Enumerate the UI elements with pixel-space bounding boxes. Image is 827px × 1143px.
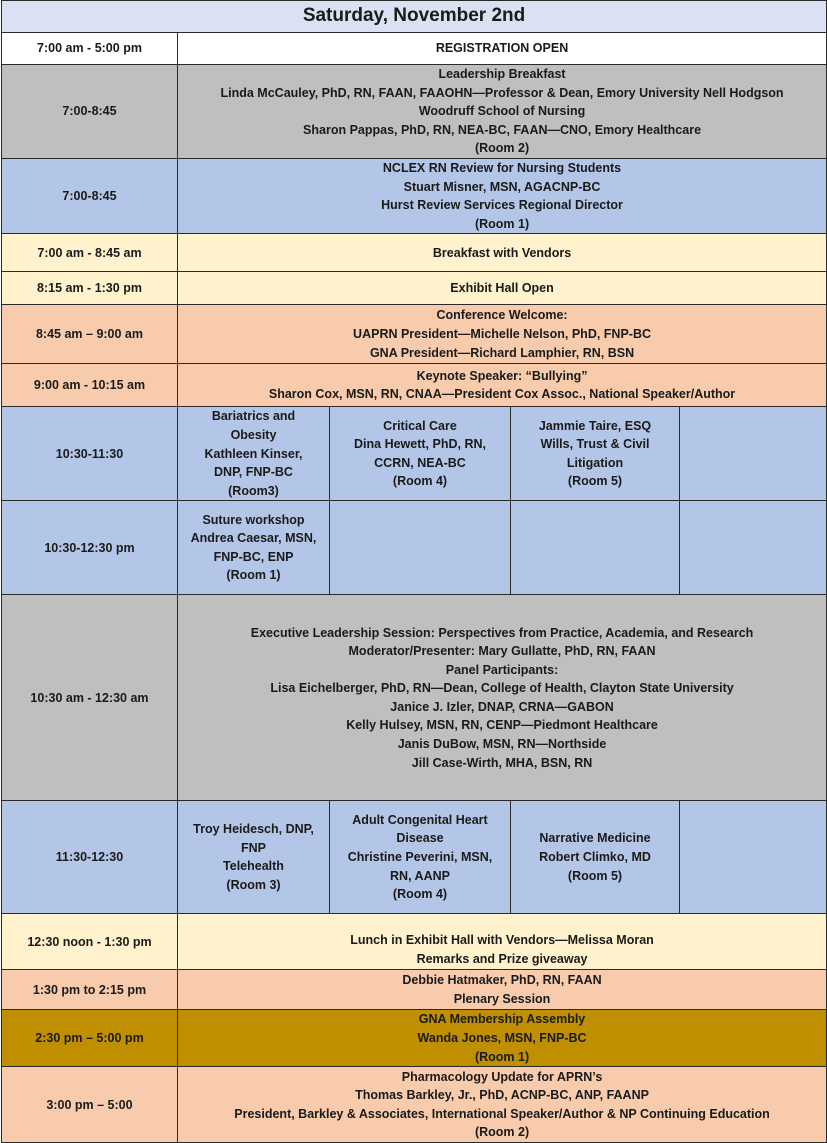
time-cell: 8:15 am - 1:30 pm	[2, 272, 178, 305]
session-cell: NCLEX RN Review for Nursing Students Stuart Misner, MSN, AGACNP-BC Hurst Review Services Regional Director (Room 1)	[178, 159, 827, 234]
schedule-row	[2, 501, 827, 595]
breakout-cell: Bariatrics and Obesity Kathleen Kinser, DNP, FNP-BC (Room3)	[178, 407, 330, 501]
session-cell: Leadership Breakfast Linda McCauley, PhD, RN, FAAN, FAAOHN—Professor & Dean, Emory University Nell Hodgson Woodruff School of Nursing Sharon Pappas, PhD, RN, NEA-BC, FAAN—CNO, Emory Healthcare (Room 2)	[178, 65, 827, 159]
breakout-cell: Critical Care Dina Hewett, PhD, RN, CCRN, NEA-BC (Room 4)	[330, 407, 511, 501]
schedule-row	[2, 1067, 827, 1143]
empty-cell	[680, 801, 827, 914]
time-cell: 7:00-8:45	[2, 65, 178, 159]
session-cell: Debbie Hatmaker, PhD, RN, FAAN Plenary Session	[178, 970, 827, 1010]
schedule-table	[1, 0, 827, 1143]
session-cell: REGISTRATION OPEN	[178, 33, 827, 65]
schedule-row	[2, 595, 827, 801]
time-cell: 2:30 pm – 5:00 pm	[2, 1010, 178, 1067]
breakout-cell: Jammie Taire, ESQ Wills, Trust & Civil Litigation (Room 5)	[511, 407, 680, 501]
time-cell: 7:00-8:45	[2, 159, 178, 234]
schedule-row	[2, 33, 827, 65]
schedule-row	[2, 65, 827, 159]
breakout-cell: Adult Congenital Heart Disease Christine Peverini, MSN, RN, AANP (Room 4)	[330, 801, 511, 914]
time-cell: 7:00 am - 5:00 pm	[2, 33, 178, 65]
empty-cell	[330, 501, 511, 595]
session-cell: Executive Leadership Session: Perspectives from Practice, Academia, and Research Moderator/Presenter: Mary Gullatte, PhD, RN, FAAN Panel Participants: Lisa Eichelberger, PhD, RN—Dean, College of Health, Clayton State University Janice J. Izler, DNAP, CRNA—GABON Kelly Hulsey, MSN, RN, CENP—Piedmont Healthcare Janis DuBow, MSN, RN—Northside Jill Case-Wirth, MHA, BSN, RN	[178, 595, 827, 801]
schedule-row	[2, 234, 827, 272]
time-cell: 11:30-12:30	[2, 801, 178, 914]
schedule-row	[2, 305, 827, 364]
schedule-row	[2, 407, 827, 501]
schedule-row	[2, 159, 827, 234]
time-cell: 8:45 am – 9:00 am	[2, 305, 178, 364]
schedule-row	[2, 272, 827, 305]
time-cell: 3:00 pm – 5:00	[2, 1067, 178, 1143]
empty-cell	[680, 501, 827, 595]
time-cell: 10:30-12:30 pm	[2, 501, 178, 595]
schedule-row	[2, 970, 827, 1010]
session-cell: GNA Membership Assembly Wanda Jones, MSN, FNP-BC (Room 1)	[178, 1010, 827, 1067]
empty-cell	[680, 407, 827, 501]
page-title: Saturday, November 2nd	[2, 1, 827, 33]
time-cell: 12:30 noon - 1:30 pm	[2, 914, 178, 970]
breakout-cell: Troy Heidesch, DNP, FNP Telehealth (Room 3)	[178, 801, 330, 914]
session-cell: Pharmacology Update for APRN’s Thomas Barkley, Jr., PhD, ACNP-BC, ANP, FAANP President, Barkley & Associates, International Speaker/Author & NP Continuing Education (Room 2)	[178, 1067, 827, 1143]
session-cell: Conference Welcome: UAPRN President—Michelle Nelson, PhD, FNP-BC GNA President—Richard Lamphier, RN, BSN	[178, 305, 827, 364]
session-cell: Breakfast with Vendors	[178, 234, 827, 272]
schedule-row	[2, 914, 827, 970]
schedule-row	[2, 364, 827, 407]
time-cell: 1:30 pm to 2:15 pm	[2, 970, 178, 1010]
time-cell: 9:00 am - 10:15 am	[2, 364, 178, 407]
session-cell: Keynote Speaker: “Bullying” Sharon Cox, MSN, RN, CNAA—President Cox Assoc., National Speaker/Author	[178, 364, 827, 407]
breakout-cell: Narrative Medicine Robert Climko, MD (Room 5)	[511, 801, 680, 914]
time-cell: 10:30 am - 12:30 am	[2, 595, 178, 801]
schedule-row	[2, 801, 827, 914]
session-cell: Lunch in Exhibit Hall with Vendors—Melissa Moran Remarks and Prize giveaway	[178, 914, 827, 970]
breakout-cell: Suture workshop Andrea Caesar, MSN, FNP-BC, ENP (Room 1)	[178, 501, 330, 595]
time-cell: 10:30-11:30	[2, 407, 178, 501]
session-cell: Exhibit Hall Open	[178, 272, 827, 305]
schedule-row	[2, 1010, 827, 1067]
time-cell: 7:00 am - 8:45 am	[2, 234, 178, 272]
empty-cell	[511, 501, 680, 595]
title-row	[2, 1, 827, 33]
